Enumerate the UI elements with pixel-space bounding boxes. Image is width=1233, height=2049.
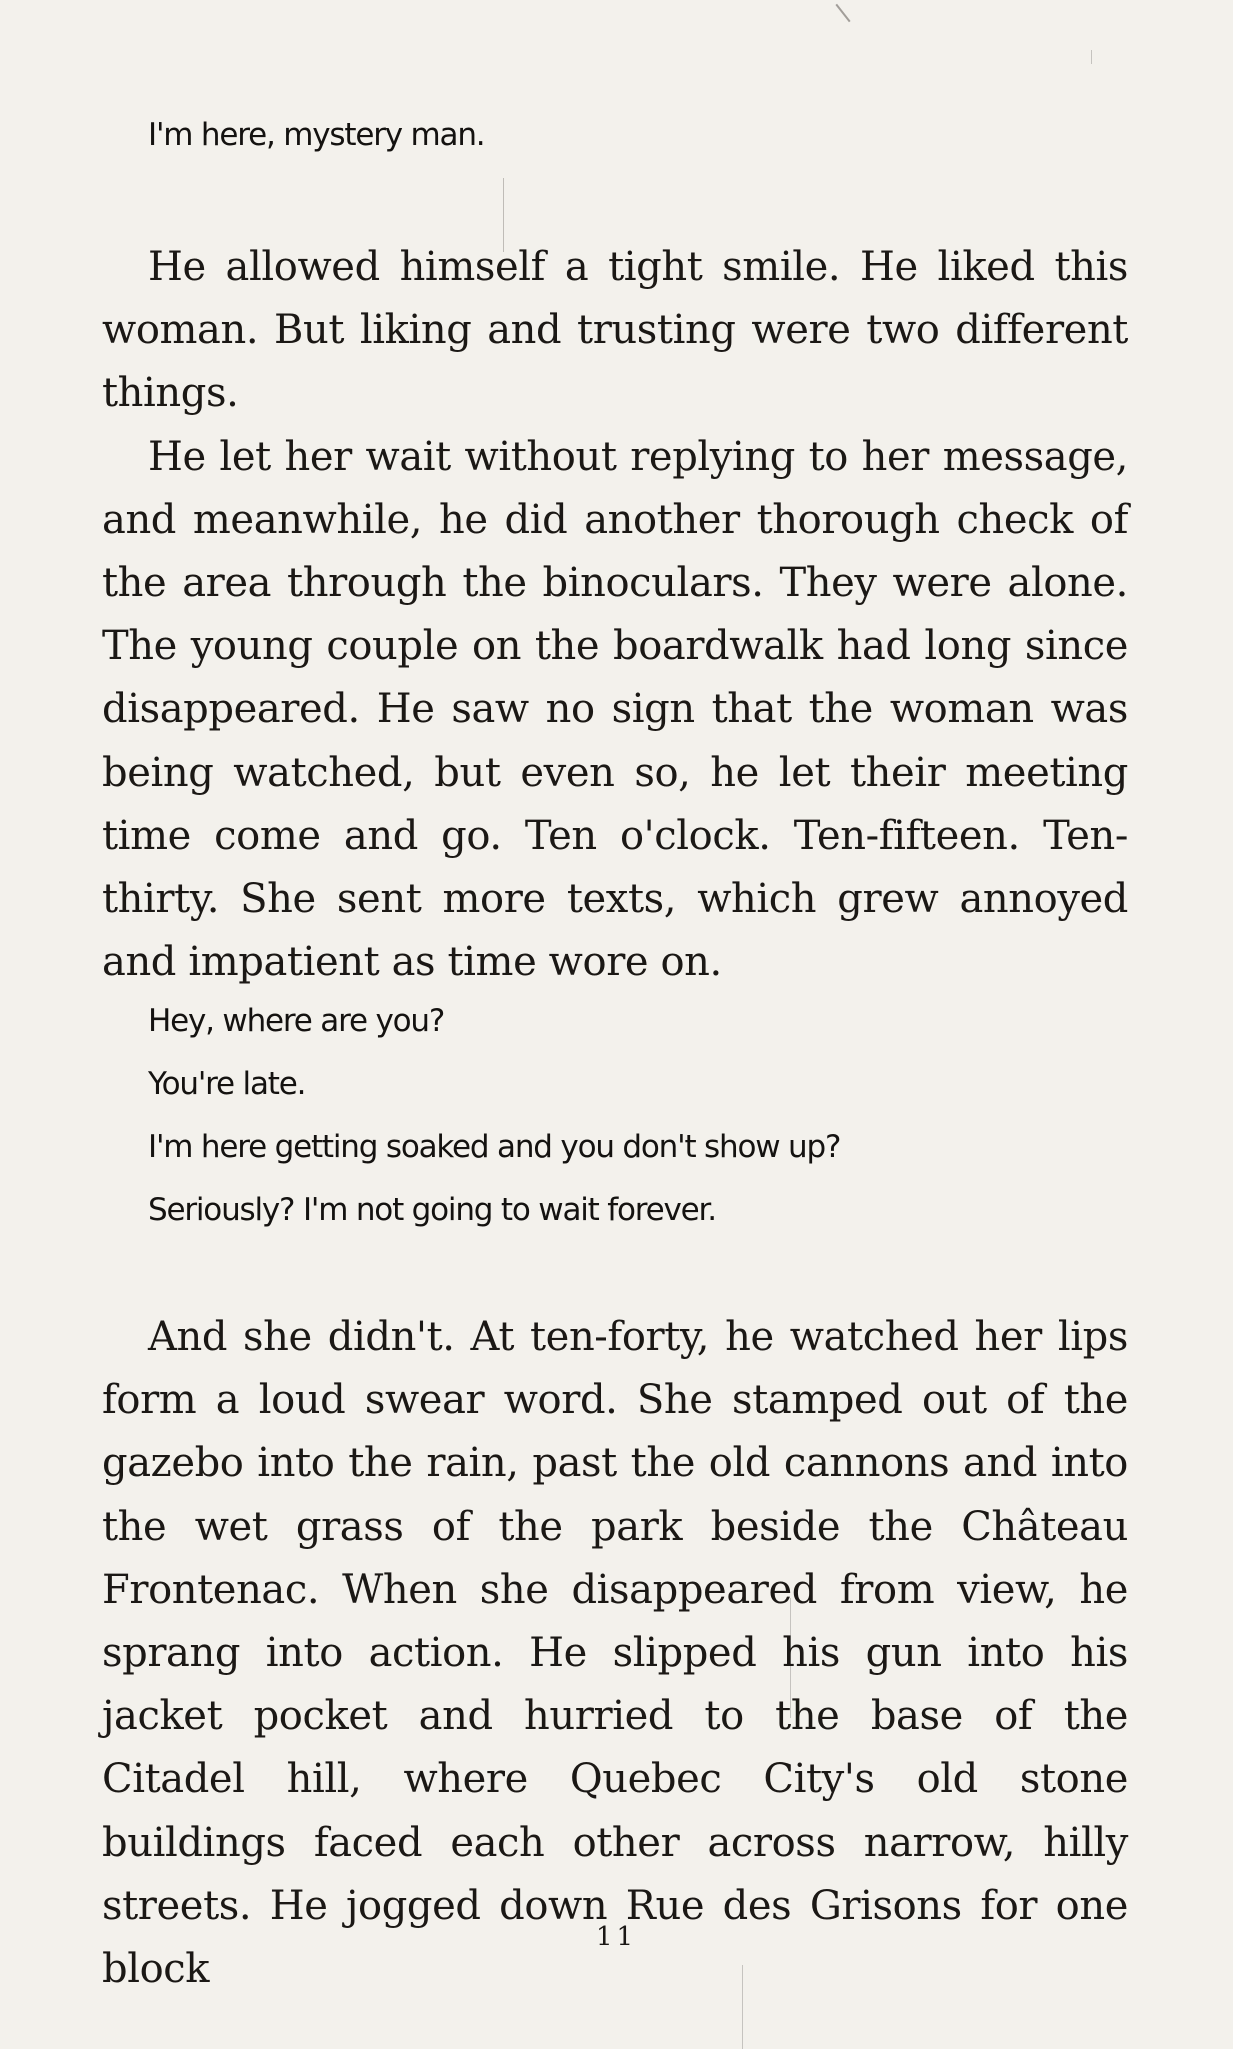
paragraph: And she didn't. At ten-forty, he watched her lips form a loud swear word. She stamped out of the gazebo into the rain, past the old cannons and into the wet grass of the park beside the Château Frontenac. When she disappeared from view, he sprang into action. He slipped his gun into his jacket pocket and hurried to the base of the Citadel hill, where Quebec City's old stone buildings faced each other across narrow, hilly streets. He jogged down Rue des Grisons for one block [102,1314,1128,1993]
narrative-block-before [102,236,1128,994]
page-number: 11 [595,1922,638,1952]
scan-mark-top [835,4,850,23]
text-message: You're late. [148,1066,306,1102]
scan-mark-right [1091,50,1092,64]
text-message: I'm here getting soaked and you don't show up? [148,1129,841,1165]
narrative-block-after [102,1306,1128,2001]
text-message: Hey, where are you? [148,1003,445,1039]
paragraph: He allowed himself a tight smile. He liked this woman. But liking and trusting were two different things. [102,244,1128,417]
paragraph: He let her wait without replying to her message, and meanwhile, he did another thorough check of the area through the binoculars. They were alone. The young couple on the boardwalk had long since disappeared. He saw no sign that the woman was being watched, but even so, he let their meeting time come and go. Ten o'clock. Ten-fifteen. Ten-thirty. She sent more texts, which grew annoyed and impatient as time wore on. [102,433,1128,986]
text-message: Seriously? I'm not going to wait forever. [148,1192,716,1228]
text-message-opening: I'm here, mystery man. [148,117,485,153]
